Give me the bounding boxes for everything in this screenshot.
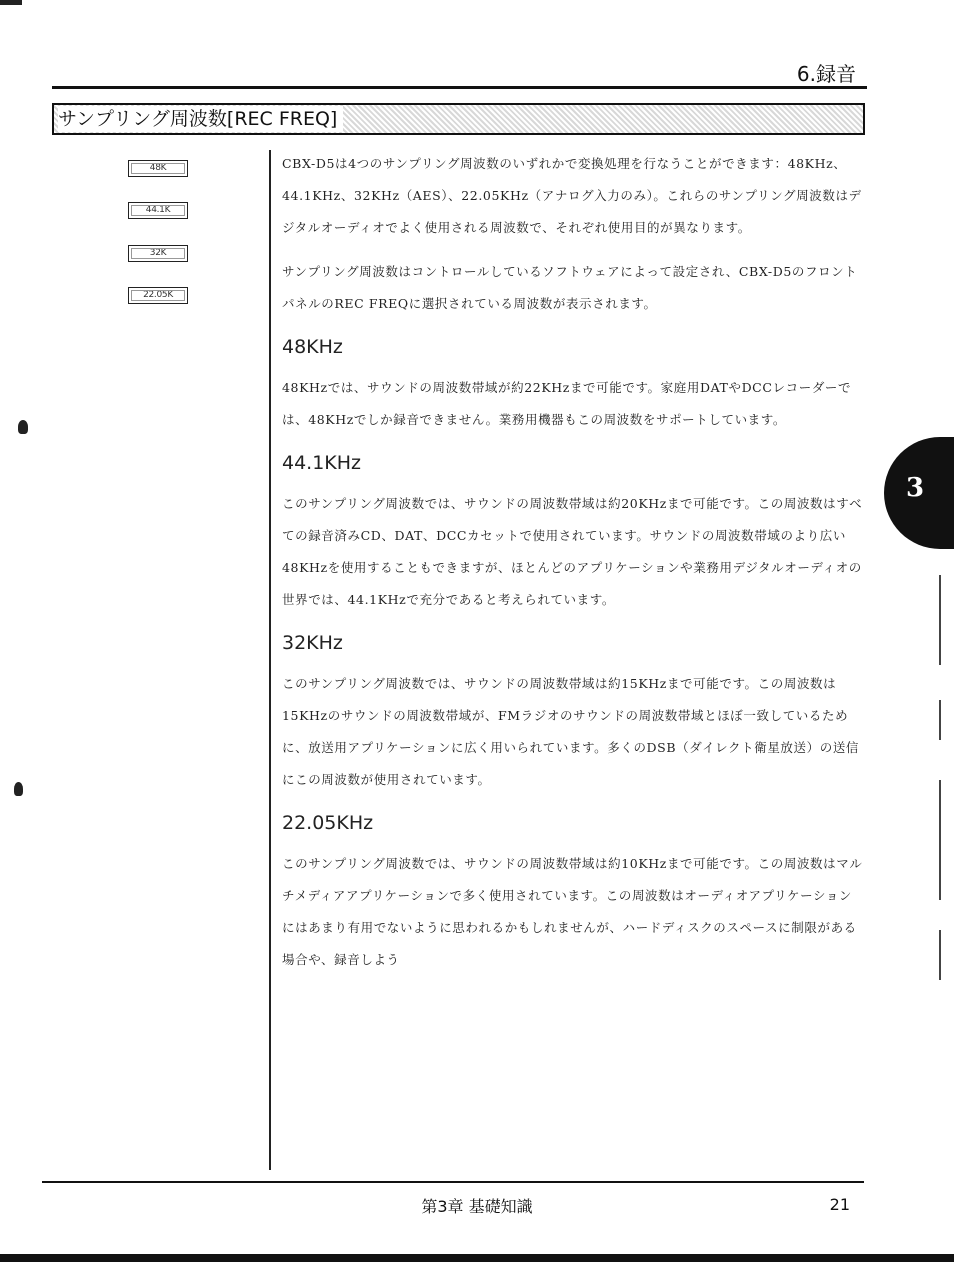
subsection-heading-48khz: 48KHz	[282, 336, 343, 358]
footer-chapter: 第3章 基礎知識	[421, 1197, 533, 1216]
subsection-body-48khz: 48KHzでは、サウンドの周波数帯域が約22KHzまで可能です。家庭用DATやDCCレコーダーでは、48KHzでしか録音できません。業務用機器もこの周波数をサポートしています。	[282, 380, 852, 427]
section-title-box	[52, 103, 865, 135]
display-22-05k: 22.05K	[128, 287, 188, 304]
intro-paragraph: CBX-D5は4つのサンプリング周波数のいずれかで変換処理を行なうことができます：48KHz、44.1KHz、32KHz（AES）、22.05KHz（アナログ入力のみ）。これらのサンプリング周波数はデジタルオーディオでよく使用される周波数で、それぞれ使用目的が異なります。	[282, 156, 862, 235]
subsection-heading-32khz: 32KHz	[282, 632, 343, 654]
chapter-title: 6.録音	[796, 62, 856, 86]
bottom-bar	[0, 1254, 954, 1262]
subsection-body-44-1khz: このサンプリング周波数では、サウンドの周波数帯域は約20KHzまで可能です。この周波数はすべての録音済みCD、DAT、DCCカセットで使用されています。サウンドの周波数帯域のより広い48KHzを使用することもできますが、ほとんどのアプリケーションや業務用デジタルオーディオの世界では、44.1KHzで充分であると考えられています。	[282, 496, 863, 607]
subsection-body-32khz: このサンプリング周波数では、サウンドの周波数帯域は約15KHzまで可能です。この周波数は15KHzのサウンドの周波数帯域が、FMラジオのサウンドの周波数帯域とほぼ一致しているために、放送用アプリケーションに広く用いられています。多くのDSB（ダイレクト衛星放送）の送信にこの周波数が使用されています。	[282, 676, 860, 787]
page-edge-mark	[939, 575, 941, 665]
subsection-heading-44-1khz: 44.1KHz	[282, 452, 362, 474]
footer-rule	[42, 1181, 864, 1183]
display-48k: 48K	[128, 160, 188, 177]
scan-speck	[18, 420, 28, 434]
page-edge-mark	[939, 780, 941, 900]
page-edge-mark	[939, 930, 941, 980]
chapter-tab-number: 3	[906, 473, 925, 503]
subsection-body-22-05khz: このサンプリング周波数では、サウンドの周波数帯域は約10KHzまで可能です。この周波数はマルチメディアアプリケーションで多く使用されています。この周波数はオーディオアプリケーションにはあまり有用でないように思われるかもしれませんが、ハードディスクのスペースに制限がある場合や、録音しよう	[282, 856, 863, 967]
header-rule	[52, 86, 867, 89]
chapter-tab	[884, 437, 954, 549]
page-edge-mark	[939, 700, 941, 740]
subsection-heading-22-05khz: 22.05KHz	[282, 812, 374, 834]
main-content	[282, 148, 864, 988]
display-32k: 32K	[128, 245, 188, 262]
margin-rule	[269, 150, 271, 1170]
section-title: サンプリング周波数[REC FREQ]	[58, 106, 343, 132]
corner-mark	[0, 0, 22, 5]
scan-speck	[14, 782, 23, 796]
page-number: 21	[829, 1195, 850, 1214]
display-44-1k: 44.1K	[128, 202, 188, 219]
intro-paragraph: サンプリング周波数はコントロールしているソフトウェアによって設定され、CBX-D5のフロントパネルのREC FREQに選択されている周波数が表示されます。	[282, 264, 858, 311]
